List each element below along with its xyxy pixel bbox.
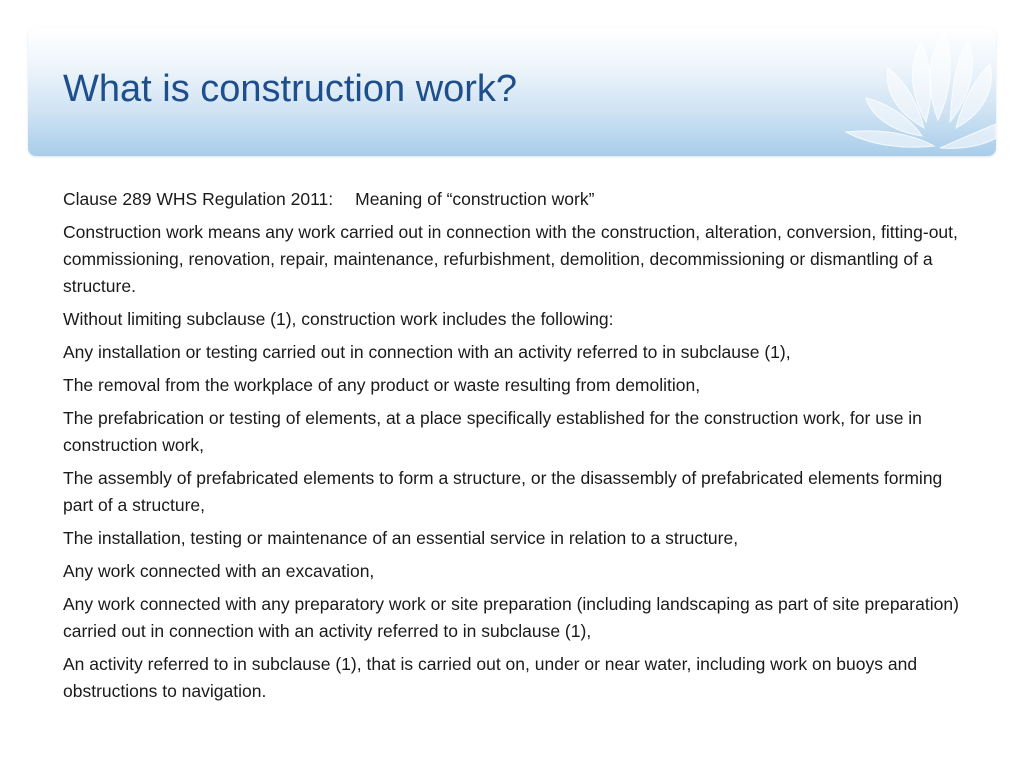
paragraph: The installation, testing or maintenance of an essential service in relation to a structure, [63, 528, 739, 548]
waratah-flower-icon [826, 28, 996, 156]
paragraph: Without limiting subclause (1), construction work includes the following: [63, 309, 614, 329]
paragraph: Any installation or testing carried out in connection with an activity referred to in subclause (1), [63, 342, 791, 362]
paragraph: The prefabrication or testing of elements, at a place specifically established for the construction work, for use in construction work, [63, 408, 922, 455]
slide-body [63, 186, 968, 711]
slide-title: What is construction work? [63, 68, 518, 110]
paragraph: Any work connected with any preparatory work or site preparation (including landscaping as part of site preparation) carried out in connection with an activity referred to in subclause (1), [63, 594, 959, 641]
title-banner [28, 28, 996, 156]
clause-meaning: Meaning of “construction work” [355, 189, 595, 209]
paragraph: Construction work means any work carried out in connection with the construction, alteration, conversion, fitting-out, commissioning, renovation, repair, maintenance, refurbishment, demolition, decommissioning or dismantling of a structure. [63, 222, 958, 296]
clause-heading [63, 186, 968, 213]
paragraph: Any work connected with an excavation, [63, 561, 375, 581]
paragraph: The removal from the workplace of any product or waste resulting from demolition, [63, 375, 701, 395]
paragraph: The assembly of prefabricated elements to form a structure, or the disassembly of prefabricated elements forming part of a structure, [63, 468, 943, 515]
clause-reference: Clause 289 WHS Regulation 2011: [63, 189, 334, 209]
paragraph: An activity referred to in subclause (1), that is carried out on, under or near water, including work on buoys and obstructions to navigation. [63, 654, 918, 701]
